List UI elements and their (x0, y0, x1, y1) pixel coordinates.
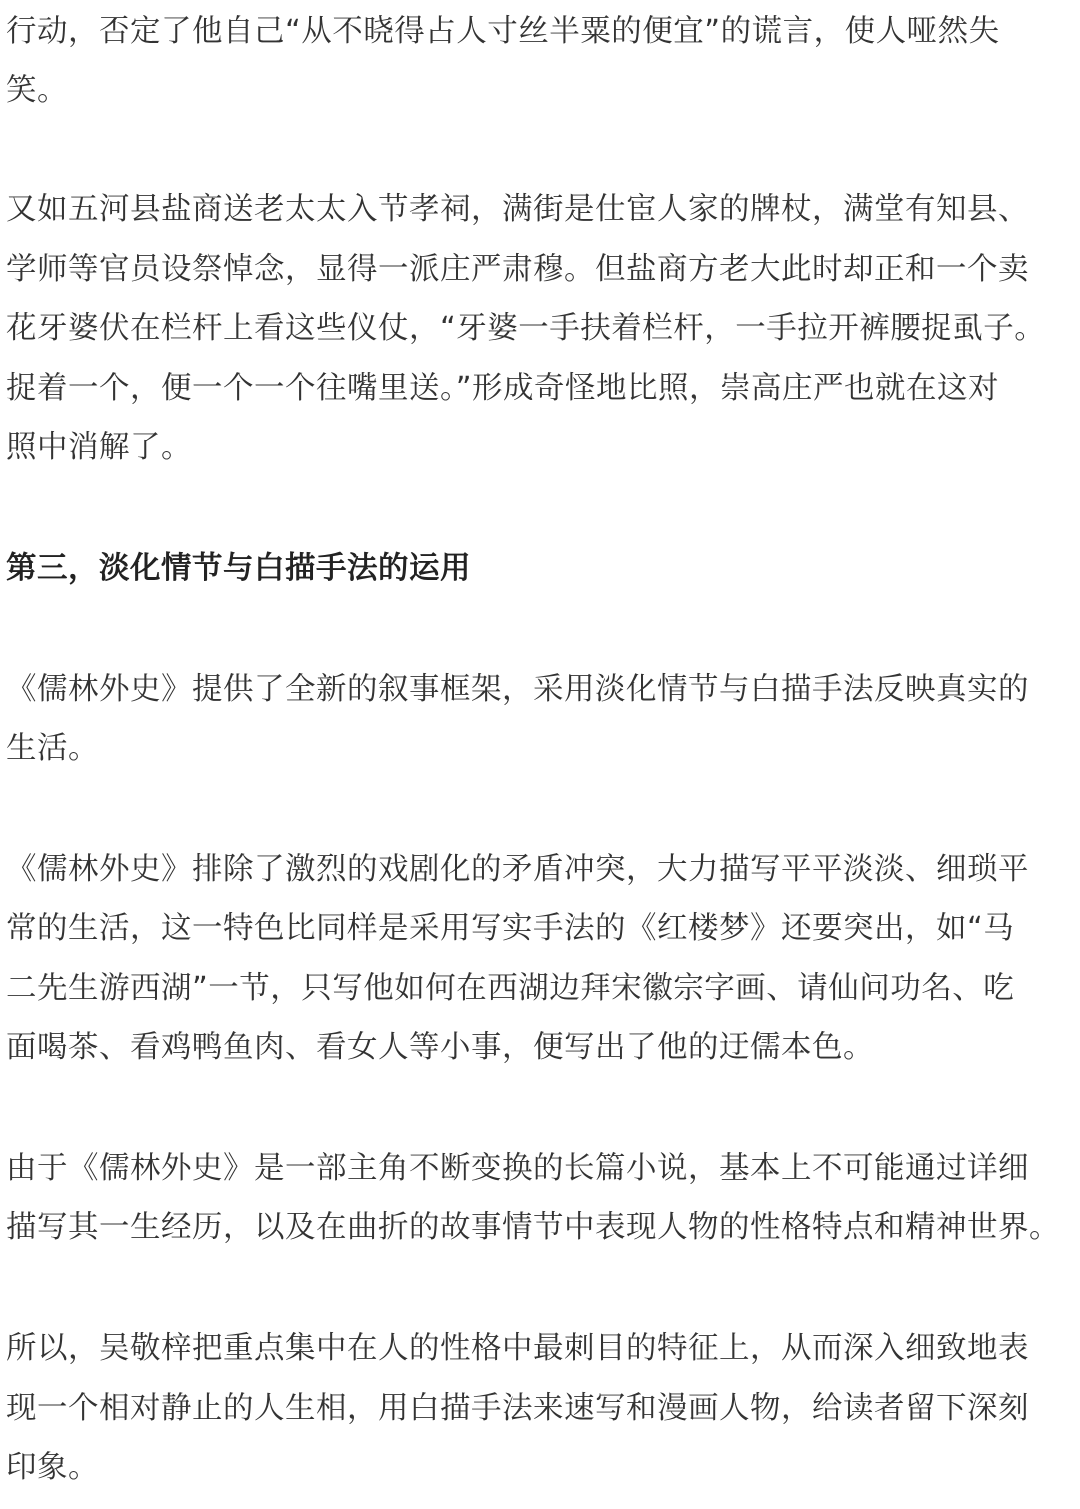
paragraph-6-line-2: 现一个相对静止的人生相，用白描手法来速写和漫画人物，给读者留下深刻 (6, 1391, 1029, 1426)
paragraph-4-line-1: 《儒林外史》排除了激烈的戏剧化的矛盾冲突，大力描写平平淡淡、细琐平 (6, 852, 1029, 887)
paragraph-5-line-1: 由于《儒林外史》是一部主角不断变换的长篇小说，基本上不可能通过详细 (6, 1151, 1029, 1186)
paragraph-4-line-2: 常的生活，这一特色比同样是采用写实手法的《红楼梦》还要突出，如“马 (6, 911, 1015, 946)
paragraph-2-line-3: 花牙婆伏在栏杆上看这些仪仗，“牙婆一手扶着栏杆，一手拉开裤腰捉虱子。 (6, 311, 1046, 346)
paragraph-6-line-3: 印象。 (6, 1450, 99, 1485)
paragraph-4-line-3: 二先生游西湖”一节，只写他如何在西湖边拜宋徽宗字画、请仙问功名、吃 (6, 971, 1015, 1006)
paragraph-3-line-2: 生活。 (6, 731, 99, 766)
paragraph-4-line-4: 面喝茶、看鸡鸭鱼肉、看女人等小事，便写出了他的迂儒本色。 (6, 1030, 874, 1065)
paragraph-2-line-5: 照中消解了。 (6, 430, 192, 465)
section-heading: 第三，淡化情节与白描手法的运用 (6, 551, 471, 586)
paragraph-2-line-4: 捉着一个，便一个一个往嘴里送。”形成奇怪地比照，崇高庄严也就在这对 (6, 371, 1000, 406)
paragraph-5-line-2: 描写其一生经历，以及在曲折的故事情节中表现人物的性格特点和精神世界。 (6, 1210, 1060, 1245)
paragraph-1-line-1: 行动，否定了他自己“从不晓得占人寸丝半粟的便宜”的谎言，使人哑然失 (6, 14, 1000, 49)
paragraph-3-line-1: 《儒林外史》提供了全新的叙事框架，采用淡化情节与白描手法反映真实的 (6, 672, 1029, 707)
paragraph-2-line-2: 学师等官员设祭悼念，显得一派庄严肃穆。但盐商方老大此时却正和一个卖 (6, 252, 1029, 287)
paragraph-1-line-2: 笑。 (6, 73, 68, 108)
paragraph-2-line-1: 又如五河县盐商送老太太入节孝祠，满街是仕宦人家的牌杖，满堂有知县、 (6, 192, 1029, 227)
paragraph-6-line-1: 所以，吴敬梓把重点集中在人的性格中最刺目的特征上，从而深入细致地表 (6, 1331, 1029, 1366)
